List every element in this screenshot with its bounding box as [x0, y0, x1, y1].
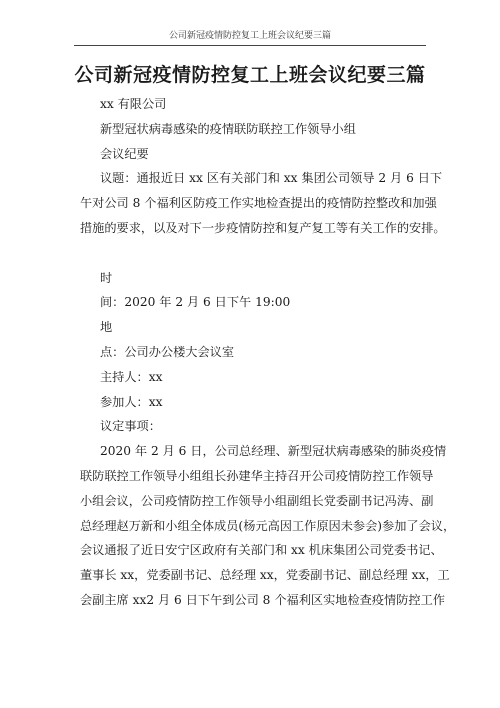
topic-line-3: 措施的要求，以及对下一步疫情防控和复产复工等有关工作的安排。	[80, 220, 446, 235]
group-name-line: 新型冠状病毒感染的疫情联防联控工作领导小组	[100, 121, 356, 136]
body-paragraph-line: 董事长 xx，党委副书记、总经理 xx，党委副书记、副总经理 xx，工	[80, 568, 450, 583]
agreed-items-label: 议定事项：	[100, 419, 161, 434]
time-label: 时	[100, 270, 113, 285]
time-value: 间：2020 年 2 月 6 日下午 19:00	[100, 295, 291, 310]
blank-line	[80, 241, 435, 266]
place-label: 地	[100, 320, 113, 335]
host-line: 主持人：xx	[100, 369, 163, 384]
document-title: 公司新冠疫情防控复工上班会议纪要三篇	[74, 64, 426, 86]
minutes-label: 会议纪要	[100, 146, 149, 161]
body-paragraph-line: 会副主席 xx2 月 6 日下午到公司 8 个福利区实地检查疫情防控工作	[80, 592, 445, 607]
body-paragraph-line: 联防联控工作领导小组组长孙建华主持召开公司疫情防控工作领导	[80, 468, 434, 483]
body-paragraph-line: 总经理赵万新和小组全体成员(杨元高因工作原因未参会)参加了会议，	[80, 518, 456, 533]
body-paragraph-line: 小组会议，公司疫情防控工作领导小组副组长党委副书记冯涛、副	[80, 493, 434, 508]
topic-line-2: 午对公司 8 个福利区防疫工作实地检查提出的疫情防控整改和加强	[80, 196, 437, 211]
document-body	[80, 92, 456, 613]
running-header: 公司新冠疫情防控复工上班会议纪要三篇	[168, 31, 331, 41]
place-value: 点：公司办公楼大会议室	[100, 344, 235, 359]
attendees-line: 参加人：xx	[100, 394, 163, 409]
org-name-line: xx 有限公司	[100, 97, 167, 111]
header-divider	[74, 45, 426, 46]
body-paragraph-line: 会议通报了近日安宁区政府有关部门和 xx 机床集团公司党委书记、	[80, 543, 443, 558]
body-paragraph-line: 2020 年 2 月 6 日，公司总经理、新型冠状病毒感染的肺炎疫情	[100, 444, 447, 459]
topic-line-1: 议题：通报近日 xx 区有关部门和 xx 集团公司领导 2 月 6 日下	[100, 171, 443, 186]
